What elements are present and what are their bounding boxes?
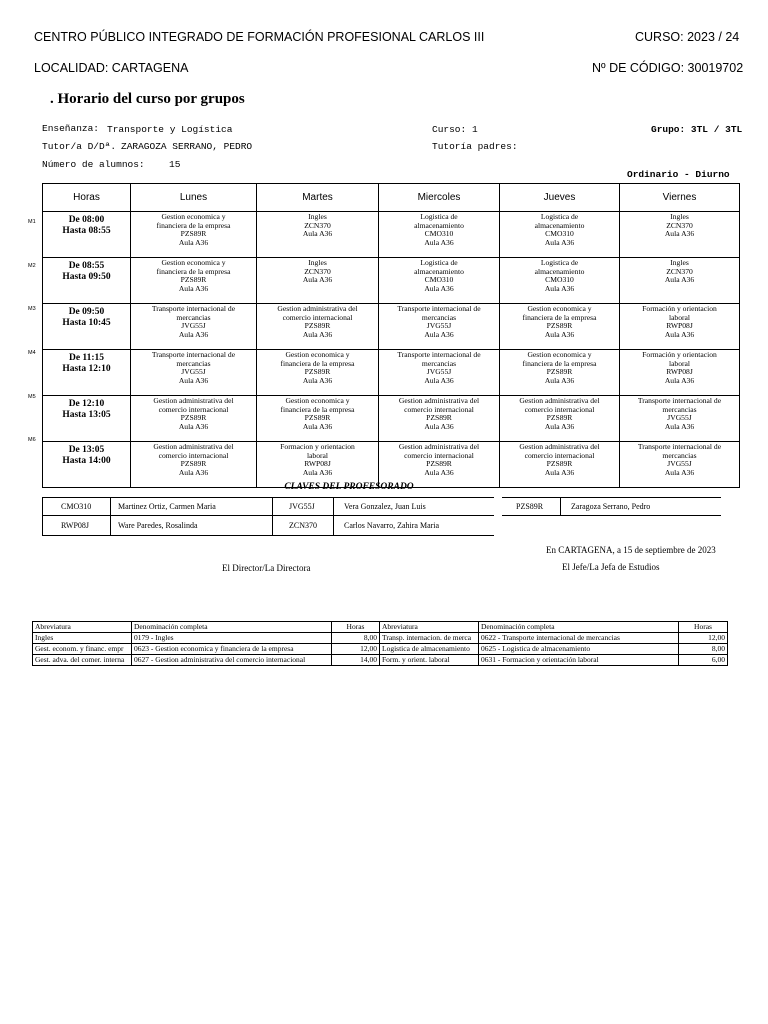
schedule-cell xyxy=(500,304,620,350)
summary-cell: 6,00 xyxy=(679,655,728,666)
cell-line: Gestion administrativa del xyxy=(153,442,234,451)
cell-line: financiera de la empresa xyxy=(522,358,597,368)
summary-cell: 0627 - Gestion administrativa del comercio internacional xyxy=(132,655,332,666)
summary-header: Abreviatura xyxy=(380,622,479,633)
summary-cell: 0631 - Formacion y orientación laboral xyxy=(479,655,679,666)
time-from: De 09:50 xyxy=(68,307,105,317)
cell-line: PZS89R xyxy=(546,459,573,469)
time-from: De 08:00 xyxy=(68,215,105,225)
cell-line: Aula A36 xyxy=(664,275,695,285)
ensenanza-value: Transporte y Logística xyxy=(107,124,233,135)
cell-line: Aula A36 xyxy=(664,375,695,385)
schedule-cell xyxy=(500,350,620,396)
header-viernes: Viernes xyxy=(620,184,740,212)
cell-line: CMO310 xyxy=(545,275,574,285)
cell-line: Aula A36 xyxy=(544,467,575,477)
schedule-cell xyxy=(379,442,500,488)
cell-line: JVG55J xyxy=(181,321,206,331)
summary-cell: Gest. econom. y financ. empr xyxy=(33,644,132,655)
cell-line: Gestion administrativa del xyxy=(398,396,480,405)
schedule-cell xyxy=(620,442,740,488)
cell-line: Gestion economica y xyxy=(527,304,592,313)
summary-cell: Transp. internacion. de merca xyxy=(380,633,479,644)
prof-code: ZCN370 xyxy=(289,521,317,530)
time-slot xyxy=(43,396,131,442)
summary-header: Horas xyxy=(332,622,380,633)
summary-cell: 8,00 xyxy=(679,644,728,655)
cell-line: PZS89R xyxy=(546,367,573,377)
tutoria-padres: Tutoría padres: xyxy=(432,141,518,152)
cell-line: Aula A36 xyxy=(424,237,454,247)
header-martes: Martes xyxy=(257,184,379,212)
cell-line: ZCN370 xyxy=(666,266,693,276)
summary-table xyxy=(32,621,728,666)
schedule-cell xyxy=(620,212,740,258)
cell-line: JVG55J xyxy=(426,321,452,331)
cell-line: comercio internacional xyxy=(524,404,595,414)
header-jueves: Jueves xyxy=(500,184,620,212)
header-horas: Horas xyxy=(43,184,131,212)
cell-line: Gestion administrativa del xyxy=(153,396,234,405)
schedule-cell xyxy=(257,212,379,258)
row-label: M3 xyxy=(28,306,36,312)
prof-code: JVG55J xyxy=(289,502,315,511)
cell-line: PZS89R xyxy=(426,459,452,469)
cell-line: comercio internacional xyxy=(404,450,474,460)
cell-line: mercancias xyxy=(421,312,457,322)
schedule-header-row xyxy=(43,184,740,212)
cell-line: Transporte internacional de xyxy=(637,396,722,405)
summary-header-row xyxy=(33,622,728,633)
curso-label: Curso: xyxy=(432,124,467,135)
cell-line: CMO310 xyxy=(424,275,454,285)
ensenanza-label: Enseñanza: xyxy=(42,123,100,134)
schedule-cell xyxy=(131,442,257,488)
cell-line: comercio internacional xyxy=(282,312,353,322)
cell-line: almacenamiento xyxy=(534,266,585,276)
cell-line: CMO310 xyxy=(424,229,454,239)
schedule-row xyxy=(43,350,740,396)
cell-line: ZCN370 xyxy=(666,220,693,230)
cell-line: PZS89R xyxy=(546,321,573,331)
summary-cell: Logistica de almacenamiento xyxy=(380,644,479,655)
cell-line: Transporte internacional de xyxy=(637,442,722,451)
claves-title: CLAVES DEL PROFESORADO xyxy=(284,482,414,492)
cell-line: Aula A36 xyxy=(544,421,575,431)
schedule-row xyxy=(43,212,740,258)
cell-line: Aula A36 xyxy=(664,467,695,477)
summary-header: Denominación completa xyxy=(479,622,679,633)
claves-line xyxy=(502,515,721,516)
schedule-row xyxy=(43,304,740,350)
prof-name: Carlos Navarro, Zahira Maria xyxy=(344,521,440,530)
cell-line: mercancias xyxy=(421,358,457,368)
schedule-cell xyxy=(131,396,257,442)
cell-line: Aula A36 xyxy=(178,375,209,385)
cell-line: financiera de la empresa xyxy=(280,404,355,414)
cell-line: comercio internacional xyxy=(404,404,474,414)
schedule-cell xyxy=(131,212,257,258)
alumnos-label: Número de alumnos: xyxy=(42,159,145,170)
time-to: Hasta 14:00 xyxy=(62,456,111,466)
center-code: Nº DE CÓDIGO: 30019702 xyxy=(592,61,744,75)
cell-line: Aula A36 xyxy=(302,375,333,385)
cell-line: Aula A36 xyxy=(302,275,333,285)
cell-line: almacenamiento xyxy=(414,220,464,230)
cell-line: Transporte internacional de xyxy=(151,304,236,313)
summary-cell: 0622 - Transporte internacional de mercancias xyxy=(479,633,679,644)
cell-line: Gestion administrativa del xyxy=(519,442,600,451)
cell-line: RWP08J xyxy=(304,459,331,469)
cell-line: Aula A36 xyxy=(544,237,575,247)
time-slot xyxy=(43,212,131,258)
schedule-cell xyxy=(379,304,500,350)
summary-cell: 14,00 xyxy=(332,655,380,666)
cell-line: Gestion economica y xyxy=(527,350,592,359)
schedule-cell xyxy=(500,258,620,304)
summary-cell: Gest. adva. del comer. interna xyxy=(33,655,132,666)
cell-line: PZS89R xyxy=(304,321,331,331)
cell-line: Logistica de xyxy=(540,212,579,221)
cell-line: Aula A36 xyxy=(544,329,575,339)
summary-cell: 0623 - Gestion economica y financiera de la empresa xyxy=(132,644,332,655)
cell-line: PZS89R xyxy=(546,413,573,423)
summary-header: Abreviatura xyxy=(33,622,132,633)
summary-row xyxy=(33,633,728,644)
prof-code: RWP08J xyxy=(61,521,90,530)
time-to: Hasta 13:05 xyxy=(62,410,111,420)
cell-line: mercancias xyxy=(176,358,211,368)
prof-name: Martinez Ortiz, Carmen Maria xyxy=(118,502,216,511)
time-to: Hasta 12:10 xyxy=(62,364,111,374)
time-slot xyxy=(43,350,131,396)
time-to: Hasta 09:50 xyxy=(62,272,111,282)
cell-line: financiera de la empresa xyxy=(522,312,597,322)
summary-header: Horas xyxy=(679,622,728,633)
cell-line: ZCN370 xyxy=(304,220,331,230)
cell-line: Ingles xyxy=(308,212,327,221)
cell-line: PZS89R xyxy=(180,229,207,239)
cell-line: Logistica de xyxy=(420,212,458,221)
cell-line: Logistica de xyxy=(420,258,458,267)
time-to: Hasta 10:45 xyxy=(62,318,111,328)
schedule-cell xyxy=(257,396,379,442)
cell-line: mercancias xyxy=(662,404,697,414)
cell-line: Ingles xyxy=(308,258,327,267)
schedule-cell xyxy=(620,258,740,304)
cell-line: PZS89R xyxy=(180,413,207,423)
cell-line: mercancias xyxy=(176,312,211,322)
place-date: En CARTAGENA, a 15 de septiembre de 2023 xyxy=(546,545,716,555)
cell-line: Aula A36 xyxy=(302,467,333,477)
cell-line: Aula A36 xyxy=(302,421,333,431)
cell-line: almacenamiento xyxy=(414,266,464,276)
schedule-cell xyxy=(131,304,257,350)
row-label: M1 xyxy=(28,219,36,225)
cell-line: Formación y orientacion xyxy=(642,304,717,313)
schedule-cell xyxy=(379,258,500,304)
cell-line: Aula A36 xyxy=(544,375,575,385)
cell-line: Aula A36 xyxy=(178,421,209,431)
schedule-cell xyxy=(620,396,740,442)
schedule-table xyxy=(42,183,740,488)
schedule-cell xyxy=(500,442,620,488)
cell-line: CMO310 xyxy=(545,229,574,239)
cell-line: Transporte internacional de xyxy=(397,350,481,359)
cell-line: JVG55J xyxy=(181,367,206,377)
alumnos-value: 15 xyxy=(169,159,181,170)
cell-line: JVG55J xyxy=(667,459,692,469)
schedule-row xyxy=(43,258,740,304)
cell-line: Aula A36 xyxy=(424,329,454,339)
header-lunes: Lunes xyxy=(131,184,257,212)
schedule-cell xyxy=(500,212,620,258)
cell-line: PZS89R xyxy=(304,367,331,377)
cell-line: Aula A36 xyxy=(664,421,695,431)
cell-line: Gestion economica y xyxy=(285,350,350,359)
time-slot xyxy=(43,442,131,488)
cell-line: Aula A36 xyxy=(302,329,333,339)
claves-line xyxy=(42,535,494,536)
time-to: Hasta 08:55 xyxy=(62,226,111,236)
prof-code: CMO310 xyxy=(61,502,92,511)
cell-line: Formacion y orientacion xyxy=(280,442,355,451)
row-label: M6 xyxy=(28,437,36,443)
director-signature: El Director/La Directora xyxy=(222,563,311,573)
cell-line: laboral xyxy=(668,312,691,322)
grupo: Grupo: 3TL / 3TL xyxy=(651,124,743,135)
cell-line: Transporte internacional de xyxy=(151,350,236,359)
schedule-cell xyxy=(379,212,500,258)
cell-line: laboral xyxy=(668,358,691,368)
claves-divider xyxy=(272,498,273,535)
cell-line: Aula A36 xyxy=(424,375,454,385)
cell-line: Formación y orientacion xyxy=(642,350,717,359)
cell-line: JVG55J xyxy=(426,367,452,377)
row-label: M2 xyxy=(28,263,36,269)
cell-line: comercio internacional xyxy=(158,450,229,460)
cell-line: Aula A36 xyxy=(178,467,209,477)
tutor-label: Tutor/a D/Dª. xyxy=(42,141,117,152)
claves-divider xyxy=(333,498,334,535)
row-label: M5 xyxy=(28,394,36,400)
claves-divider xyxy=(42,498,43,535)
schedule-cell xyxy=(257,442,379,488)
cell-line: comercio internacional xyxy=(524,450,595,460)
course-year: CURSO: 2023 / 24 xyxy=(635,30,740,44)
schedule-cell xyxy=(379,396,500,442)
schedule-cell xyxy=(620,350,740,396)
cell-line: Gestion administrativa del xyxy=(398,442,480,451)
cell-line: Aula A36 xyxy=(424,467,454,477)
cell-line: Transporte internacional de xyxy=(397,304,481,313)
schedule-row xyxy=(43,396,740,442)
summary-header: Denominación completa xyxy=(132,622,332,633)
claves-divider xyxy=(560,498,561,515)
time-from: De 11:15 xyxy=(68,353,105,363)
schedule-cell xyxy=(257,350,379,396)
cell-line: Aula A36 xyxy=(302,229,333,239)
schedule-cell xyxy=(257,304,379,350)
cell-line: comercio internacional xyxy=(158,404,229,414)
cell-line: Gestion economica y xyxy=(285,396,350,405)
schedule-cell xyxy=(257,258,379,304)
cell-line: Gestion economica y xyxy=(161,258,226,267)
cell-line: Ingles xyxy=(670,258,689,267)
summary-cell: 0625 - Logistica de almacenamiento xyxy=(479,644,679,655)
schedule-cell xyxy=(620,304,740,350)
cell-line: PZS89R xyxy=(304,413,331,423)
prof-name: Vera Gonzalez, Juan Luis xyxy=(344,502,426,511)
cell-line: Aula A36 xyxy=(424,283,454,293)
schedule-cell xyxy=(131,258,257,304)
row-label: M4 xyxy=(28,350,36,356)
institution-name: CENTRO PÚBLICO INTEGRADO DE FORMACIÓN PROFESIONAL CARLOS III xyxy=(34,30,485,44)
prof-name: Zaragoza Serrano, Pedro xyxy=(571,502,651,511)
cell-line: Logistica de xyxy=(540,258,579,267)
cell-line: Gestion administrativa del xyxy=(277,304,358,313)
summary-row xyxy=(33,655,728,666)
cell-line: RWP08J xyxy=(666,321,693,331)
time-from: De 12:10 xyxy=(68,399,105,409)
schedule-cell xyxy=(379,350,500,396)
cell-line: PZS89R xyxy=(180,275,207,285)
cell-line: almacenamiento xyxy=(534,220,585,230)
cell-line: Gestion economica y xyxy=(161,212,226,221)
locality: LOCALIDAD: CARTAGENA xyxy=(34,61,189,75)
time-slot xyxy=(43,258,131,304)
cell-line: Aula A36 xyxy=(178,237,209,247)
cell-line: Aula A36 xyxy=(664,329,695,339)
time-slot xyxy=(43,304,131,350)
cell-line: Aula A36 xyxy=(178,329,209,339)
cell-line: PZS89R xyxy=(426,413,452,423)
cell-line: laboral xyxy=(306,450,329,460)
time-from: De 13:05 xyxy=(68,445,105,455)
schedule-row xyxy=(43,442,740,488)
summary-cell: 12,00 xyxy=(332,644,380,655)
cell-line: financiera de la empresa xyxy=(156,266,231,276)
summary-row xyxy=(33,644,728,655)
cell-line: ZCN370 xyxy=(304,266,331,276)
claves-line xyxy=(502,497,721,498)
summary-cell: Form. y orient. laboral xyxy=(380,655,479,666)
cell-line: Gestion administrativa del xyxy=(519,396,600,405)
schedule-cell xyxy=(131,350,257,396)
summary-cell: 8,00 xyxy=(332,633,380,644)
cell-line: financiera de la empresa xyxy=(280,358,355,368)
jefe-estudios-signature: El Jefe/La Jefa de Estudios xyxy=(562,562,660,572)
page-title: . Horario del curso por grupos xyxy=(50,91,245,107)
time-from: De 08:55 xyxy=(68,261,105,271)
regimen: Ordinario - Diurno xyxy=(627,169,730,180)
cell-line: Aula A36 xyxy=(664,229,695,239)
schedule-cell xyxy=(500,396,620,442)
summary-cell: Ingles xyxy=(33,633,132,644)
cell-line: Aula A36 xyxy=(178,283,209,293)
curso-value: 1 xyxy=(472,124,478,135)
header-miercoles: Miercoles xyxy=(379,184,500,212)
cell-line: RWP08J xyxy=(666,367,693,377)
cell-line: financiera de la empresa xyxy=(156,220,231,230)
summary-cell: 12,00 xyxy=(679,633,728,644)
tutor-value: ZARAGOZA SERRANO, PEDRO xyxy=(121,141,253,152)
prof-code: PZS89R xyxy=(516,502,544,511)
cell-line: Aula A36 xyxy=(544,283,575,293)
cell-line: Aula A36 xyxy=(424,421,454,431)
prof-name: Ware Paredes, Rosalinda xyxy=(118,521,198,530)
claves-divider xyxy=(110,498,111,535)
summary-cell: 0179 - Ingles xyxy=(132,633,332,644)
cell-line: PZS89R xyxy=(180,459,207,469)
cell-line: JVG55J xyxy=(667,413,692,423)
cell-line: Ingles xyxy=(670,212,689,221)
cell-line: mercancias xyxy=(662,450,697,460)
